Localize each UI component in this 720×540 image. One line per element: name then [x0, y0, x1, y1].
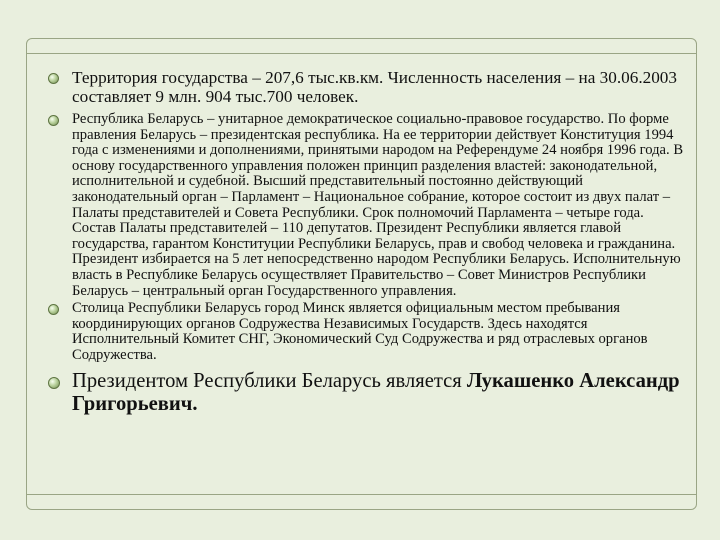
- president-prefix: Президентом Республики Беларусь является: [72, 369, 467, 392]
- bullet-text: Республика Беларусь – унитарное демократическое социально-правовое государство. По форме правления Беларусь – президентская республика. На ее территории действует Конституция 1994 года с изменениями и дополнениями, принятыми народом на Референдуме 24 ноября 1996 года. В основу государственного управления положен принцип разделения властей: законодательной, исполнительной и судебной. Высший представительный постоянно действующий законодательный орган – Парламент – Национальное собрание, которое состоит из двух палат – Палаты представителей и Совета Республики. Срок полномочий Парламента – четыре года. Состав Палаты представителей – 110 депутатов. Президент Республики является главой государства, гарантом Конституции Республики Беларусь, прав и свобод человека и гражданина. Президент избирается на 5 лет непосредственно народом Республики Беларусь. Исполнительную власть в Республике Беларусь осуществляет Правительство – Совет Министров Республики Беларусь – центральный орган Государственного управления.: [72, 111, 684, 299]
- bullet-item-capital: [48, 301, 688, 363]
- bullet-icon: [48, 304, 59, 315]
- bullet-list: [48, 68, 688, 416]
- president-name: Лукашенко Александр Григорьевич.: [72, 369, 680, 415]
- bullet-icon: [48, 115, 59, 126]
- bullet-icon: [48, 377, 60, 389]
- bullet-item-president: [48, 370, 688, 416]
- bullet-item-territory: [48, 68, 688, 106]
- bullet-icon: [48, 73, 59, 84]
- bullet-text: Столица Республики Беларусь город Минск является официальным местом пребывания координирующих органов Содружества Независимых Государств. Здесь находятся Исполнительный Комитет СНГ, Экономический Суд Содружества и ряд отраслевых органов Содружества.: [72, 300, 648, 363]
- bullet-item-government: [48, 112, 688, 299]
- bullet-text: Территория государства – 207,6 тыс.кв.км. Численность населения – на 30.06.2003 составляет 9 млн. 904 тыс.700 человек.: [72, 68, 677, 106]
